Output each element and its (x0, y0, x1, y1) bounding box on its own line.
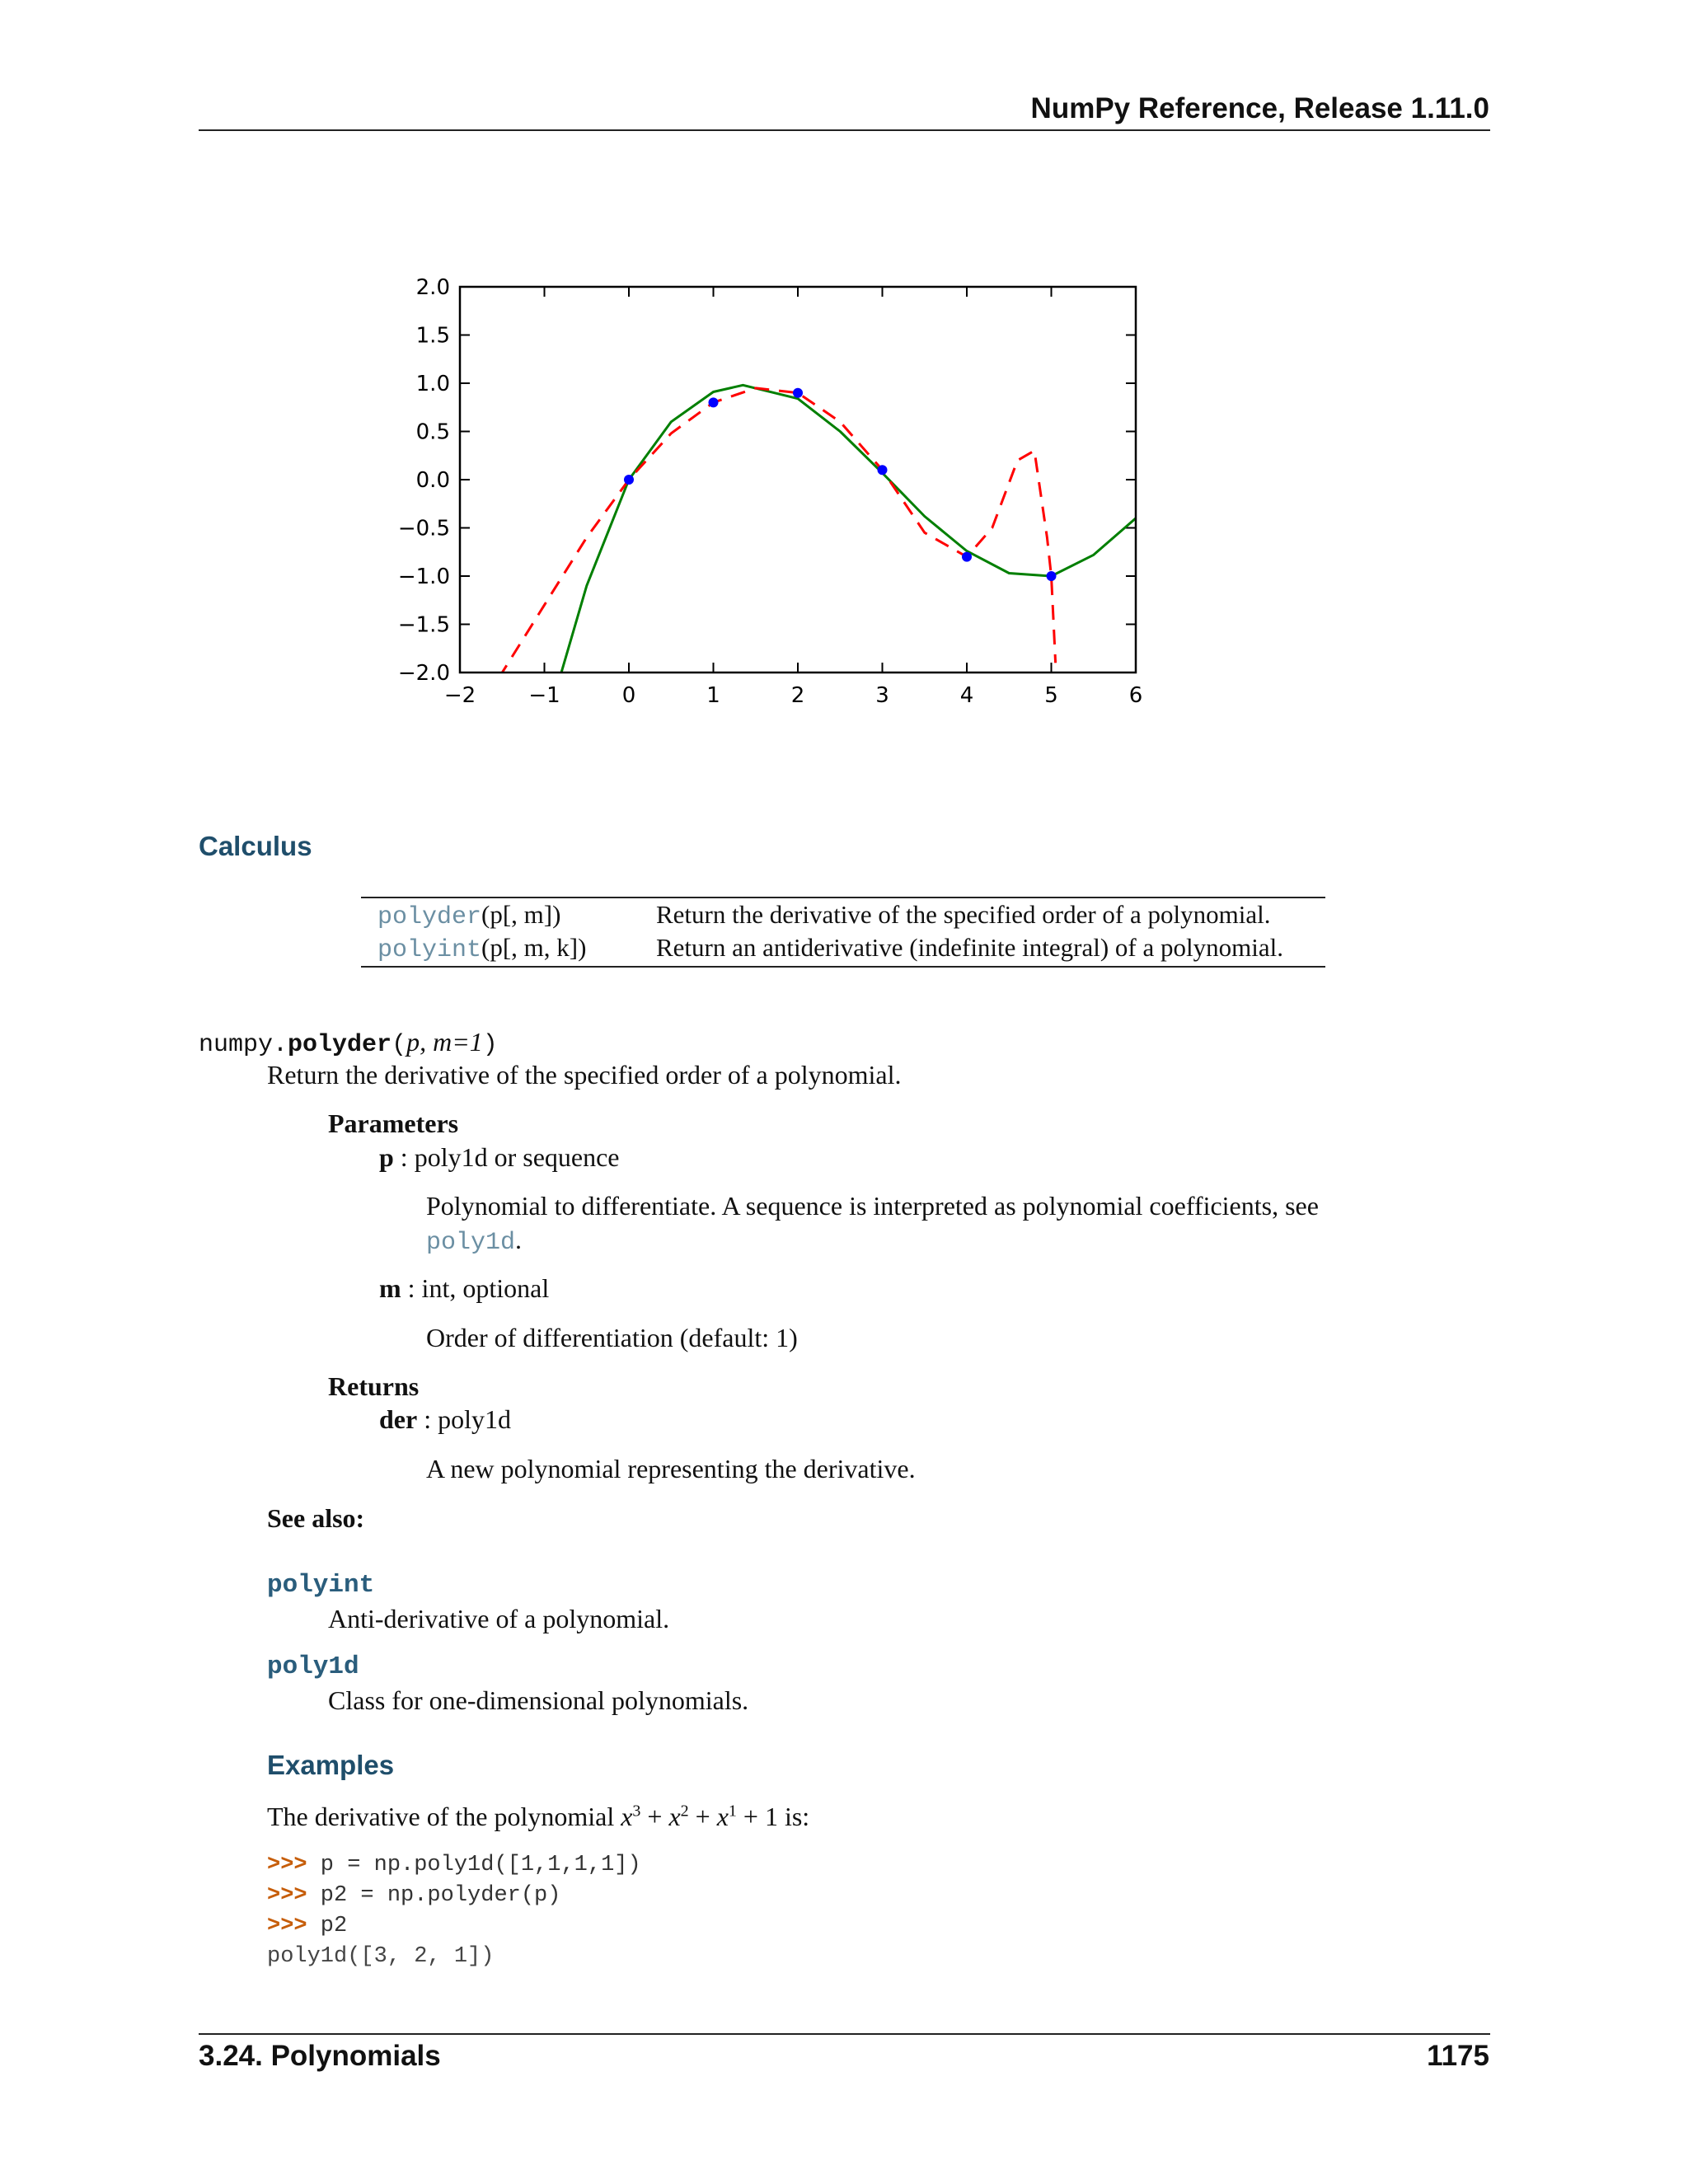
y-tick-label: −1.5 (397, 612, 450, 638)
table-args: (p[, m]) (481, 900, 561, 929)
param-m (379, 1273, 549, 1304)
return-type: : poly1d (424, 1404, 511, 1434)
param-p-name: p (379, 1142, 394, 1172)
signature-open-paren: ( (392, 1031, 407, 1059)
polyint-link[interactable]: polyint (377, 936, 482, 964)
y-tick-label: 0.0 (415, 468, 450, 493)
examples-intro: The derivative of the polynomial $x^3 + x^2 + x^1 + 1$ is: (267, 1802, 810, 1831)
return-description: A new polynomial representing the derivative. (426, 1454, 916, 1483)
returns-heading: Returns (328, 1371, 420, 1401)
param-p-description: Polynomial to differentiate. A sequence is interpreted as polynomial coefficients, see (426, 1191, 1319, 1221)
section-title-calculus: Calculus (199, 831, 312, 861)
param-p-description-end: poly1d. (426, 1225, 523, 1257)
section-title-examples: Examples (267, 1750, 395, 1780)
y-tick-label: 1.0 (415, 372, 450, 396)
parameters-heading: Parameters (328, 1108, 459, 1138)
code-line: >>> p2 = np.polyder(p) (267, 1883, 561, 1908)
data-point (962, 552, 972, 562)
data-point (793, 388, 803, 398)
code-line: >>> p = np.poly1d([1,1,1,1]) (267, 1853, 641, 1877)
see-also-polyint-link[interactable]: polyint (267, 1571, 375, 1600)
data-point (624, 475, 634, 485)
signature-module: numpy. (199, 1031, 288, 1059)
polynomial-plot (387, 264, 1179, 725)
y-tick-label: −2.0 (397, 661, 450, 686)
data-point (1047, 571, 1057, 581)
header-rule (199, 129, 1490, 131)
polynomial-formula: $x^3 + x^2 + x^1 + 1$ (621, 1802, 778, 1831)
x-tick-label: −2 (443, 683, 476, 708)
plot-frame (460, 287, 1136, 673)
footer-page-number: 1175 (1427, 2040, 1489, 2072)
x-tick-label: 6 (1128, 683, 1143, 708)
y-tick-label: 1.5 (415, 323, 450, 349)
table-args: (p[, m, k]) (481, 933, 587, 962)
see-also-poly1d-link[interactable]: poly1d (267, 1652, 359, 1681)
running-header: NumPy Reference, Release 1.11.0 (1030, 92, 1489, 124)
see-also-heading: See also: (267, 1503, 365, 1533)
return-der (379, 1404, 511, 1435)
code-example (267, 1850, 641, 1972)
x-tick-label: 2 (790, 683, 805, 708)
table-row (377, 933, 1283, 966)
function-summary: Return the derivative of the specified order of a polynomial. (267, 1060, 902, 1090)
x-tick-label: 3 (875, 683, 889, 708)
x-tick-label: 0 (621, 683, 636, 708)
param-p (379, 1142, 620, 1173)
x-tick-label: −1 (528, 683, 560, 708)
table-top-rule (361, 897, 1325, 898)
x-tick-label: 4 (959, 683, 974, 708)
y-tick-label: −1.0 (397, 565, 450, 589)
table-row (377, 900, 1271, 933)
signature-args: p, m=1 (406, 1027, 483, 1057)
signature-close-paren: ) (482, 1031, 498, 1059)
param-m-name: m (379, 1273, 401, 1303)
code-line: poly1d([3, 2, 1]) (267, 1944, 495, 1969)
signature-name: polyder (288, 1031, 392, 1059)
function-signature (199, 1027, 498, 1059)
param-m-description: Order of differentiation (default: 1) (426, 1323, 798, 1352)
see-also-polyint-description: Anti-derivative of a polynomial. (328, 1604, 670, 1633)
poly1d-link[interactable]: poly1d (426, 1229, 516, 1257)
footer-section: 3.24. Polynomials (199, 2040, 441, 2072)
data-point (878, 465, 888, 475)
code-line: >>> p2 (267, 1914, 348, 1938)
table-description: Return the derivative of the specified order of a polynomial. (656, 900, 1271, 929)
y-tick-label: 0.5 (415, 419, 450, 445)
see-also-poly1d-description: Class for one-dimensional polynomials. (328, 1685, 749, 1715)
param-p-type: : poly1d or sequence (400, 1142, 620, 1172)
table-bottom-rule (361, 966, 1325, 968)
return-name: der (379, 1404, 418, 1434)
footer-rule (199, 2033, 1490, 2035)
param-m-type: : int, optional (407, 1273, 550, 1303)
table-description: Return an antiderivative (indefinite integral) of a polynomial. (656, 933, 1283, 962)
polyder-link[interactable]: polyder (377, 903, 482, 931)
y-tick-label: −0.5 (397, 516, 450, 541)
x-tick-label: 5 (1044, 683, 1058, 708)
x-tick-label: 1 (706, 683, 720, 708)
y-tick-label: 2.0 (415, 275, 450, 300)
data-point (709, 397, 719, 407)
